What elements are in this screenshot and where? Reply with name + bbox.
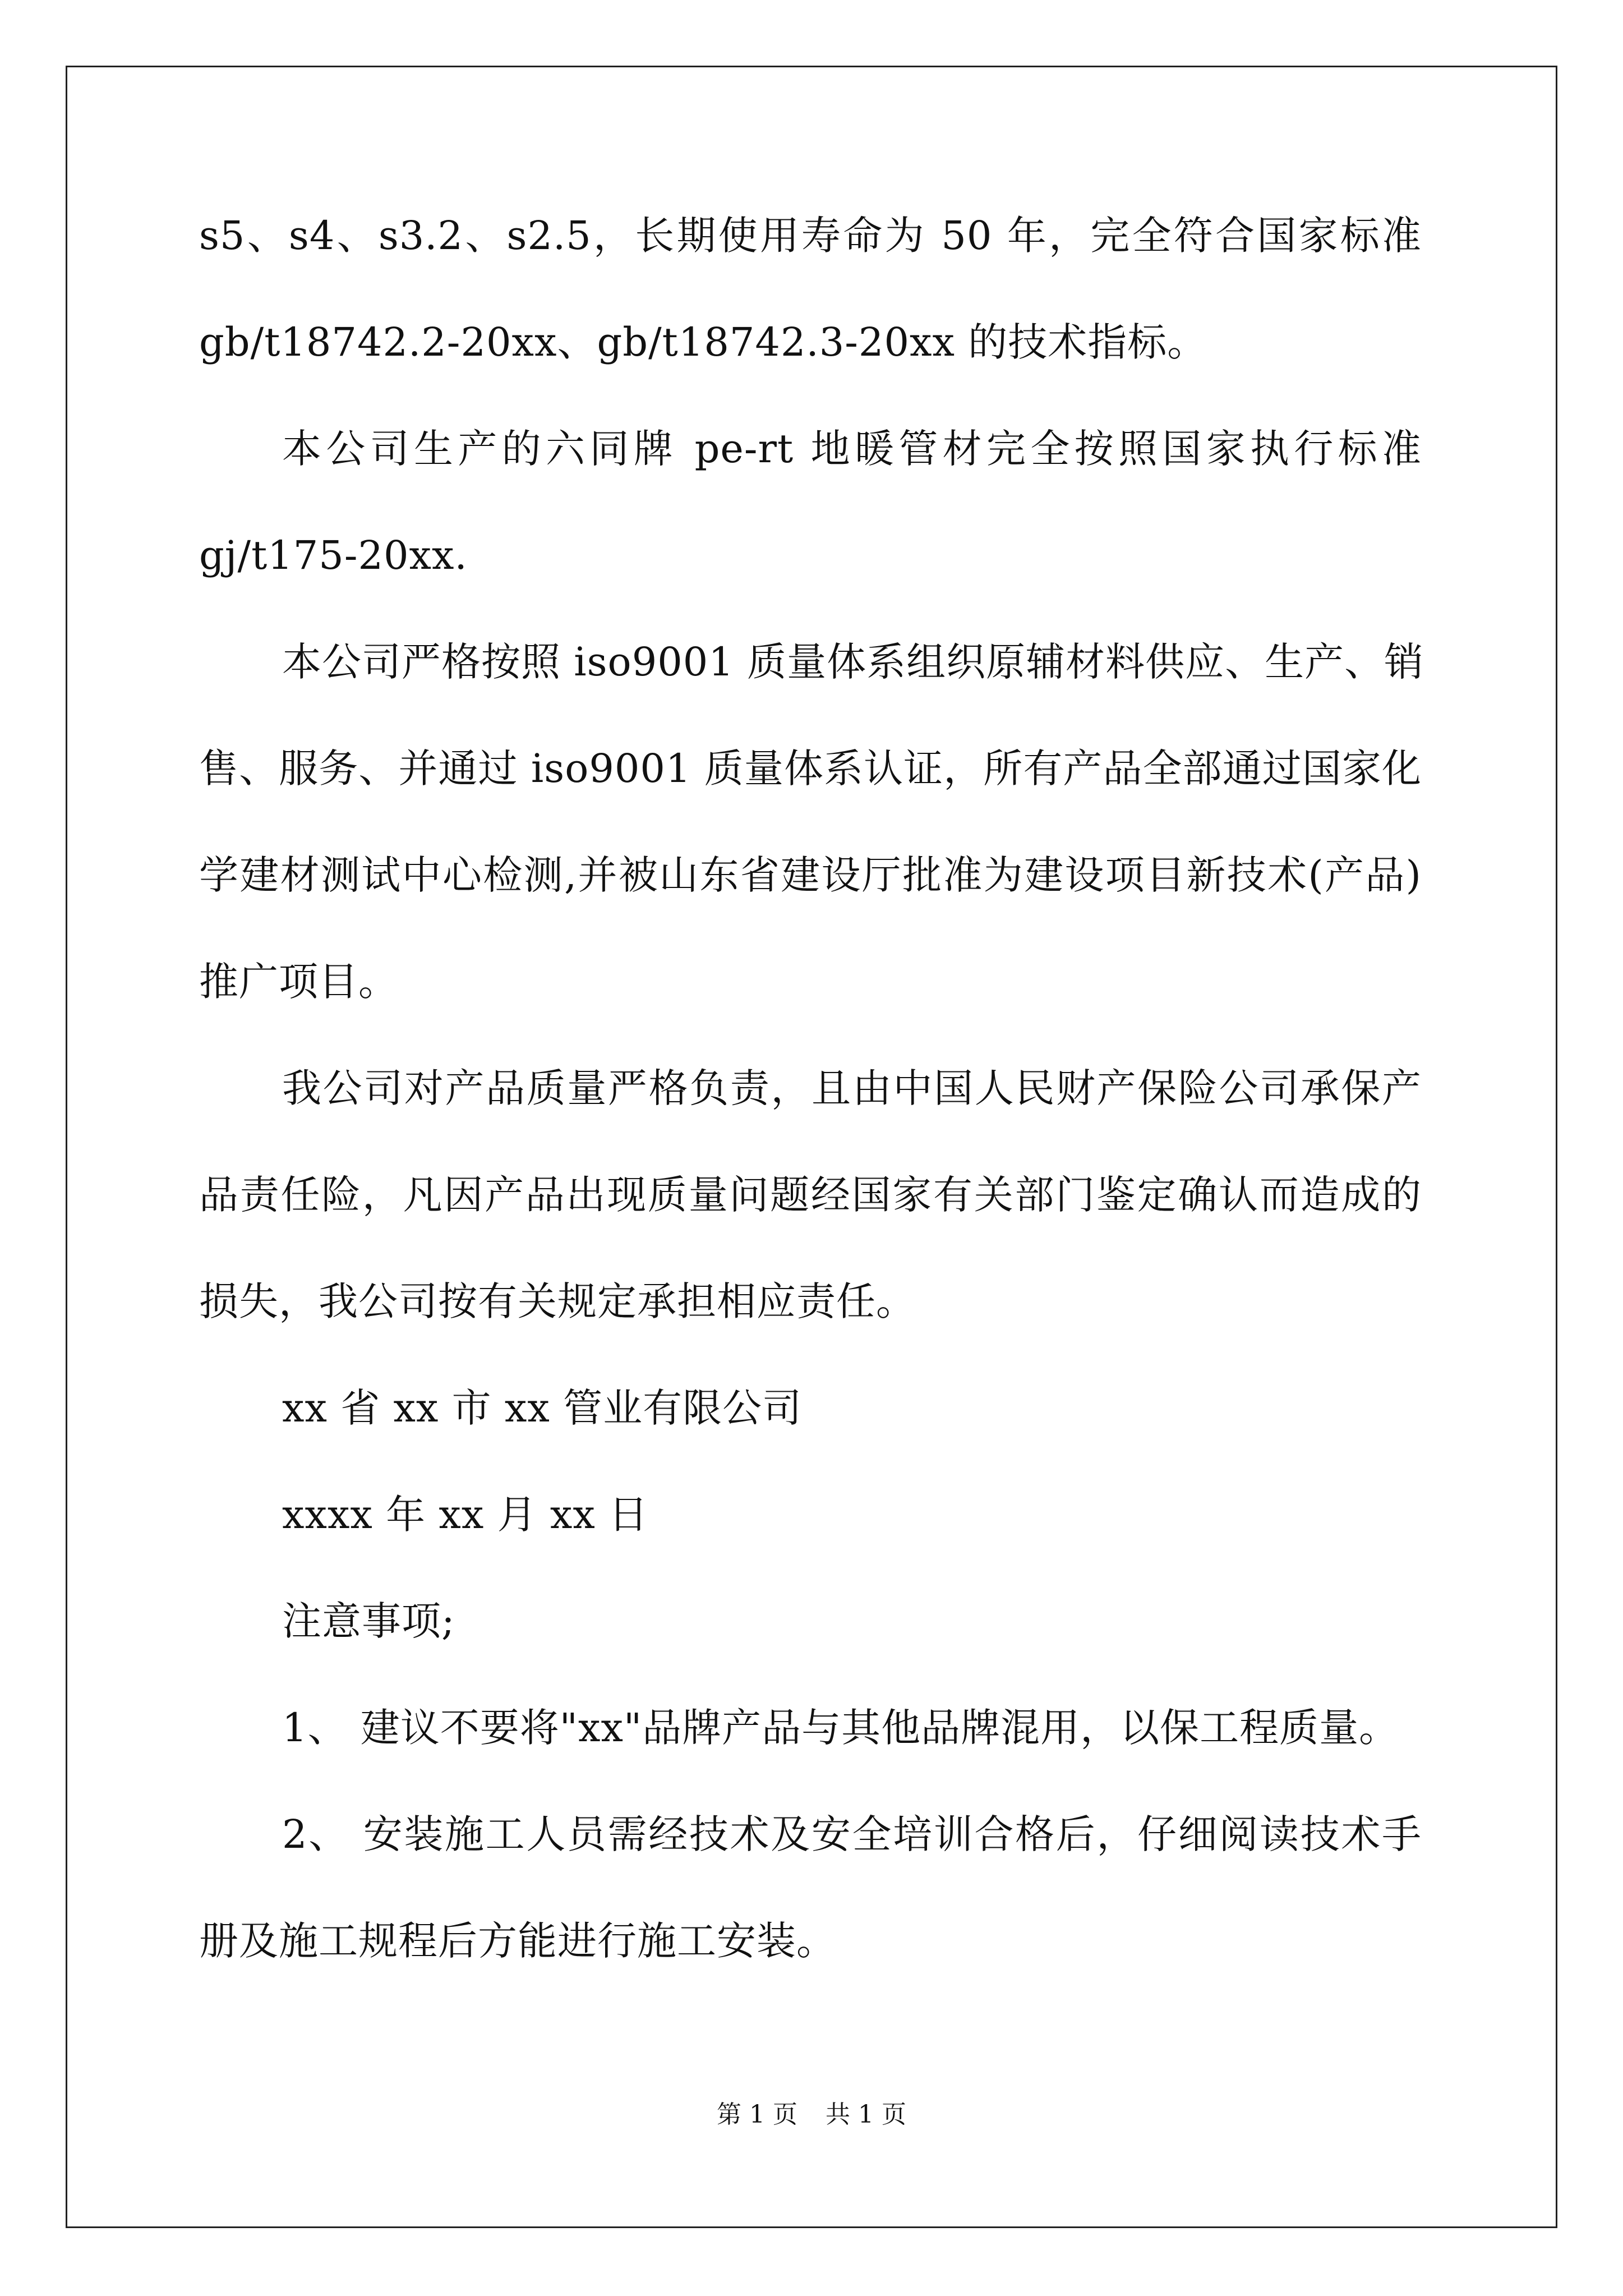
note-item: 2、 安装施工人员需经技术及安全培训合格后，仔细阅读技术手: [282, 1811, 1422, 1857]
paragraph-line: 推广项目。: [199, 959, 398, 1005]
paragraph-line: gj/t175-20xx.: [199, 532, 468, 578]
note-item: 1、 建议不要将"xx"品牌产品与其他品牌混用，以保工程质量。: [282, 1705, 1399, 1751]
page-footer: [0, 2098, 1623, 2132]
paragraph-line: 本公司生产的六同牌 pe-rt 地暖管材完全按照国家执行标准: [282, 426, 1422, 472]
page-total: 共 1 页: [826, 2100, 906, 2129]
paragraph-line: s5、s4、s3.2、s2.5，长期使用寿命为 50 年，完全符合国家标准: [199, 213, 1422, 259]
paragraph-line: 品责任险，凡因产品出现质量问题经国家有关部门鉴定确认而造成的: [199, 1172, 1422, 1218]
paragraph-line: 学建材测试中心检测,并被山东省建设厅批准为建设项目新技术(产品): [199, 852, 1422, 898]
page-border: [66, 66, 1557, 2228]
paragraph-line: 册及施工规程后方能进行施工安装。: [199, 1918, 836, 1964]
paragraph-line: 我公司对产品质量严格负责，且由中国人民财产保险公司承保产: [282, 1065, 1422, 1111]
paragraph-line: gb/t18742.2-20xx、gb/t18742.3-20xx 的技术指标。: [199, 319, 1207, 365]
document-date: xxxx 年 xx 月 xx 日: [282, 1492, 649, 1538]
paragraph-line: 售、服务、并通过 iso9001 质量体系认证，所有产品全部通过国家化: [199, 746, 1422, 792]
company-name: xx 省 xx 市 xx 管业有限公司: [282, 1385, 803, 1431]
notes-heading: 注意事项;: [282, 1598, 455, 1644]
page-number: 第 1 页: [717, 2100, 797, 2129]
paragraph-line: 损失，我公司按有关规定承担相应责任。: [199, 1278, 916, 1324]
paragraph-line: 本公司严格按照 iso9001 质量体系组织原辅材料供应、生产、销: [282, 639, 1424, 685]
